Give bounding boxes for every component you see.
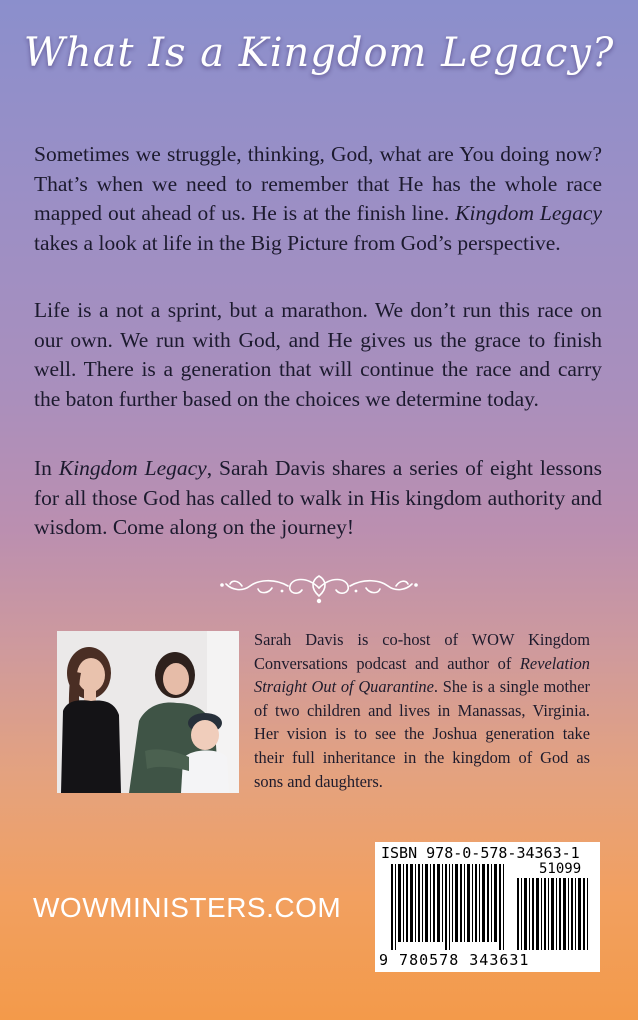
- previous-book-title: Revelation Straight Out of Quarantine: [254, 653, 590, 697]
- book-title-italic: Kingdom Legacy: [455, 201, 603, 225]
- isbn-barcode: [375, 842, 600, 972]
- price-code: 51099: [539, 861, 582, 877]
- website-url: WOWMINISTERS.COM: [33, 892, 342, 923]
- author-bio: [254, 628, 590, 793]
- paragraph-lessons-text-b: , Sarah Davis shares a series of eight lessons for all those God has called to walk in His kingdom authority and wisdom. Come along on the journey!: [34, 456, 602, 539]
- ean-digits: 9 780578 343631: [379, 951, 530, 969]
- paragraph-intro-text-a: Sometimes we struggle, thinking, God, what are You doing now? That’s when we need to remember that He has the whole race mapped out ahead of us. He is at the finish line.: [34, 142, 602, 225]
- paragraph-marathon: Life is a not a sprint, but a marathon. We don’t run this race on our own. We run with God, and He gives us the grace to finish well. There is a generation that will continue the race and carry the baton further based on the choices we determine today.: [34, 298, 602, 411]
- paragraph-intro-text-b: takes a look at life in the Big Picture from God’s perspective.: [34, 230, 561, 255]
- cover-title: What Is a Kingdom Legacy?: [23, 30, 615, 76]
- flourish-divider-icon: [212, 566, 426, 608]
- paragraph-lessons-text-a: In: [34, 456, 59, 480]
- author-bio-text-a: Sarah Davis is co-host of WOW Kingdom Conversations podcast and author of: [254, 630, 590, 673]
- author-bio-text-b: . She is a single mother of two children and lives in Manassas, Virginia. Her vision is to see the Joshua generation take their full inheritance in the kingdom of God as sons and daughters.: [254, 677, 590, 791]
- paragraph-intro: [34, 140, 602, 258]
- author-photo: [57, 631, 239, 793]
- book-title-italic-2: Kingdom Legacy: [58, 456, 207, 480]
- paragraph-lessons: [34, 454, 602, 543]
- isbn-label: ISBN 978-0-578-34363-1: [381, 844, 580, 862]
